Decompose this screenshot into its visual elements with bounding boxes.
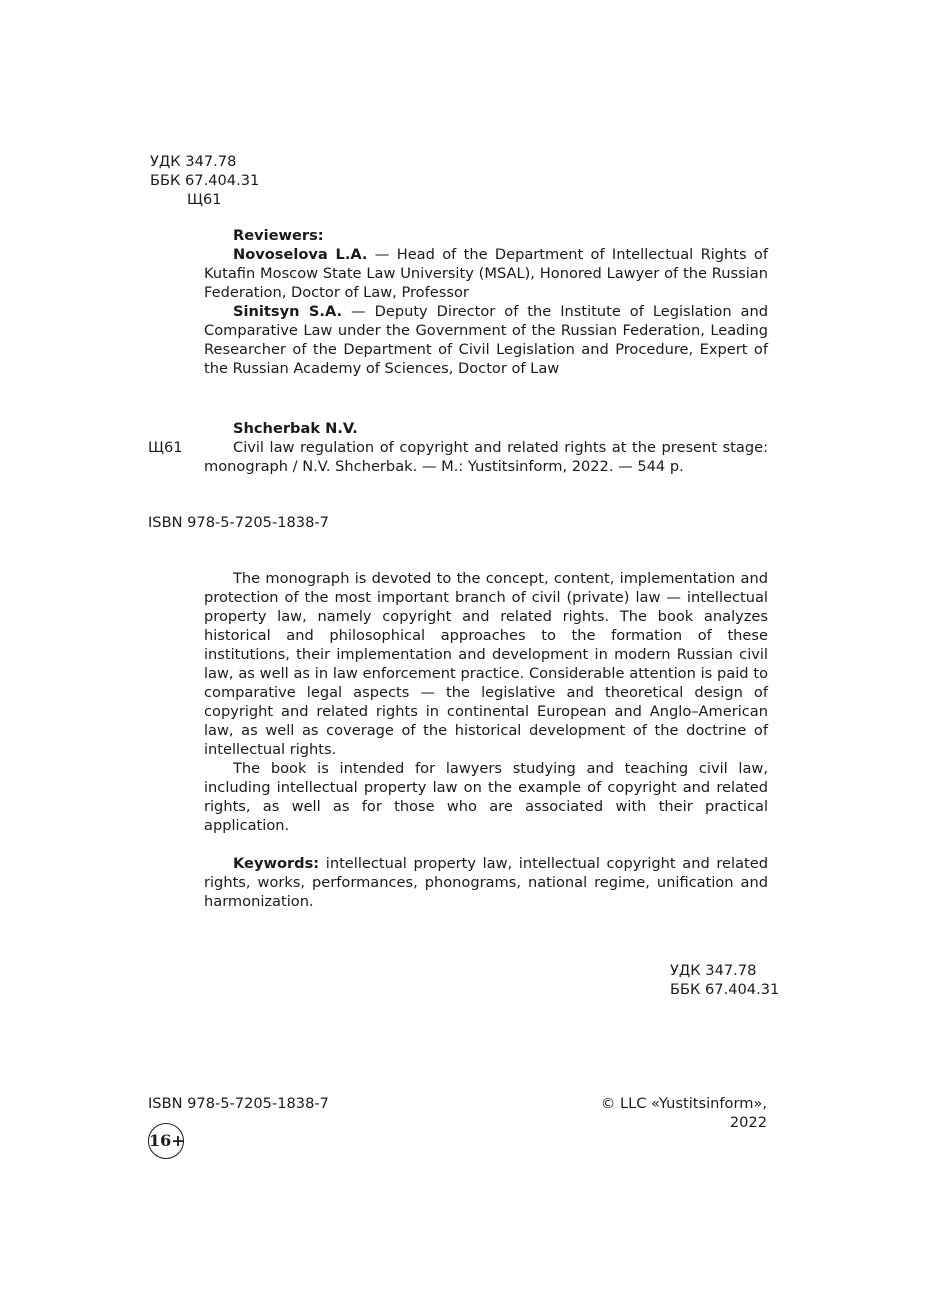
bbk-code: ББК 67.404.31	[150, 172, 260, 189]
author-mark: Щ61	[187, 191, 222, 208]
keywords	[204, 854, 768, 911]
abstract-section	[204, 569, 768, 911]
citation-author: Shcherbak N.V.	[233, 420, 358, 437]
udk-code: УДК 347.78	[670, 962, 757, 979]
citation-text: Civil law regulation of copyright and related rights at the present stage: monograph / N.V. Shcherbak. — M.: Yustitsinform, 2022. — 544 p.	[204, 439, 768, 475]
citation-author-mark: Щ61	[148, 439, 183, 456]
footer-isbn: ISBN 978-5-7205-1838-7	[148, 1095, 329, 1112]
classification-block-top	[150, 152, 259, 209]
reviewer-item	[204, 245, 768, 302]
reviewer-description: — Head of the Department of Intellectual Rights of Kutafin Moscow State Law University (MSAL), Honored Lawyer of the Russian Federation, Doctor of Law, Professor	[204, 246, 768, 301]
abstract-paragraph: The monograph is devoted to the concept, content, implementation and protection of the most important branch of civil (private) law — intellectual property law, namely copyright and related rights. The book analyzes historical and philosophical approaches to the formation of these institutions, their implementation and development in modern Russian civil law, as well as in law enforcement practice. Considerable attention is paid to comparative legal aspects — the legislative and theoretical design of copyright and related rights in continental European and Anglo–American law, as well as coverage of the historical development of the doctrine of intellectual rights.	[204, 570, 768, 758]
isbn-top: ISBN 978-5-7205-1838-7	[148, 514, 329, 531]
citation-section	[204, 419, 768, 476]
reviewer-description: — Deputy Director of the Institute of Legislation and Comparative Law under the Government of the Russian Federation, Leading Researcher of the Department of Civil Legislation and Procedure, Expert of the Russian Academy of Sciences, Doctor of Law	[204, 303, 768, 377]
reviewer-name: Sinitsyn S.A.	[233, 303, 343, 320]
copyright: © LLC «Yustitsinform», 2022	[600, 1095, 767, 1131]
reviewer-item	[204, 302, 768, 378]
udk-code: УДК 347.78	[150, 153, 237, 170]
keywords-text: intellectual property law, intellectual copyright and related rights, works, performances, phonograms, national regime, unification and harmonization.	[204, 855, 768, 910]
classification-block-bottom	[670, 961, 779, 999]
keywords-label: Keywords:	[233, 855, 320, 872]
abstract-paragraph: The book is intended for lawyers studying and teaching civil law, including intellectual property law on the example of copyright and related rights, as well as for those who are associated with their practical application.	[204, 760, 768, 834]
reviewers-section	[204, 226, 768, 378]
age-rating-badge: 16+	[148, 1123, 184, 1159]
bbk-code: ББК 67.404.31	[670, 981, 780, 998]
reviewer-name: Novoselova L.A.	[233, 246, 368, 263]
reviewers-heading: Reviewers:	[233, 227, 324, 244]
